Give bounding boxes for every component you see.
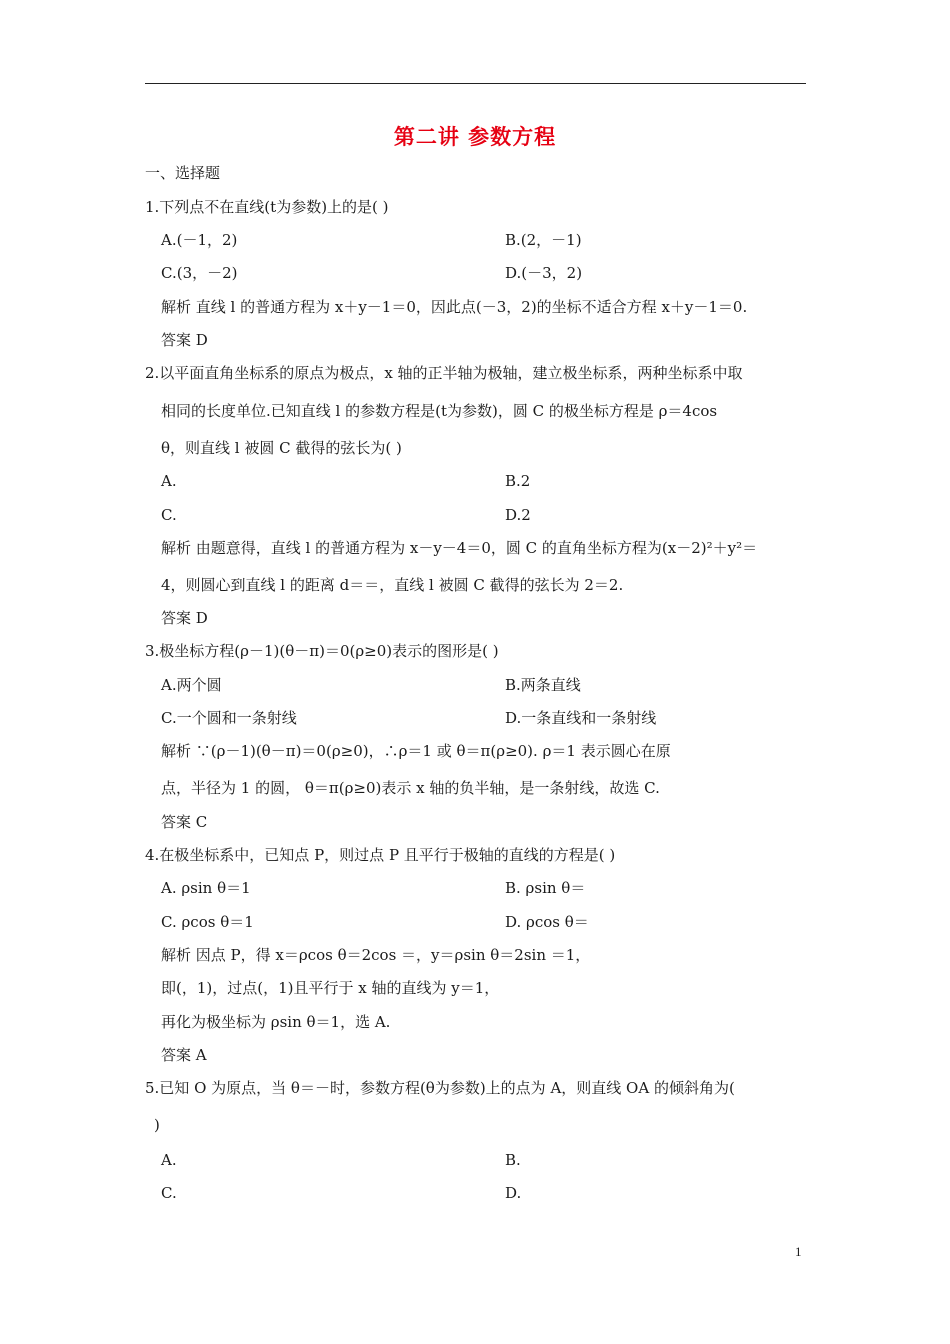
q2-answer: 答案 D (161, 609, 208, 627)
q4-analysis-line1: 解析 因点 P，得 x＝ρcos θ＝2cos ＝，y＝ρsin θ＝2sin ＝1， (161, 946, 591, 964)
page-title: 第二讲 参数方程 (393, 124, 557, 149)
q4-stem: 4.在极坐标系中，已知点 P，则过点 P 且平行于极轴的直线的方程是( ) (145, 846, 616, 864)
q3-option-c: C.一个圆和一条射线 (161, 709, 297, 727)
q2-analysis-line1: 解析 由题意得，直线 l 的普通方程为 x－y－4＝0，圆 C 的直角坐标方程为(x－2)²＋y²＝ (161, 539, 758, 557)
q4-option-b: B. ρsin θ＝ (505, 879, 586, 897)
q2-analysis-line2: 4，则圆心到直线 l 的距离 d＝＝，直线 l 被圆 C 截得的弦长为 2＝2. (161, 576, 624, 594)
q5-option-a: A. (161, 1151, 177, 1169)
q2-option-d: D.2 (505, 506, 531, 524)
q2-stem-line2: 相同的长度单位.已知直线 l 的参数方程是(t为参数)，圆 C 的极坐标方程是 ρ＝4cos (161, 402, 718, 420)
q5-option-d: D. (505, 1184, 522, 1202)
q2-stem-line3: θ，则直线 l 被圆 C 截得的弦长为( ) (161, 439, 402, 457)
q4-option-c: C. ρcos θ＝1 (161, 913, 254, 931)
q1-option-a: A.(－1，2) (161, 231, 238, 249)
q4-option-a: A. ρsin θ＝1 (161, 879, 251, 897)
header-rule (145, 83, 806, 84)
q1-option-d: D.(－3，2) (505, 264, 583, 282)
q5-option-c: C. (161, 1184, 177, 1202)
q1-option-c: C.(3，－2) (161, 264, 238, 282)
q3-answer: 答案 C (161, 813, 208, 831)
q4-analysis-line2: 即(，1)，过点(，1)且平行于 x 轴的直线为 y＝1， (161, 979, 500, 997)
section-heading: 一、选择题 (145, 164, 221, 182)
q5-stem-line1: 5.已知 O 为原点，当 θ＝－时，参数方程(θ为参数)上的点为 A，则直线 OA 的倾斜角为( (145, 1079, 735, 1097)
q2-option-a: A. (161, 472, 177, 490)
q3-analysis-line1: 解析 ∵(ρ－1)(θ－π)＝0(ρ≥0)，∴ρ＝1 或 θ＝π(ρ≥0). ρ＝1 表示圆心在原 (161, 742, 671, 760)
q5-option-b: B. (505, 1151, 521, 1169)
q3-option-d: D.一条直线和一条射线 (505, 709, 657, 727)
q4-answer: 答案 A (161, 1046, 207, 1064)
q2-option-b: B.2 (505, 472, 531, 490)
q3-option-b: B.两条直线 (505, 676, 581, 694)
q5-stem-line2: ) (154, 1116, 160, 1134)
q4-option-d: D. ρcos θ＝ (505, 913, 589, 931)
q3-analysis-line2: 点，半径为 1 的圆， θ＝π(ρ≥0)表示 x 轴的负半轴，是一条射线，故选 C. (161, 779, 660, 797)
q3-stem: 3.极坐标方程(ρ－1)(θ－π)＝0(ρ≥0)表示的图形是( ) (145, 642, 499, 660)
q4-analysis-line3: 再化为极坐标为 ρsin θ＝1，选 A. (161, 1013, 391, 1031)
q2-stem-line1: 2.以平面直角坐标系的原点为极点，x 轴的正半轴为极轴，建立极坐标系，两种坐标系中取 (145, 364, 743, 382)
q1-answer: 答案 D (161, 331, 208, 349)
q2-option-c: C. (161, 506, 177, 524)
q1-option-b: B.(2，－1) (505, 231, 582, 249)
q1-stem: 1.下列点不在直线(t为参数)上的是( ) (145, 198, 389, 216)
page-number: 1 (795, 1244, 802, 1259)
q1-analysis: 解析 直线 l 的普通方程为 x＋y－1＝0，因此点(－3，2)的坐标不适合方程 x＋y－1＝0. (161, 298, 748, 316)
q3-option-a: A.两个圆 (161, 676, 222, 694)
